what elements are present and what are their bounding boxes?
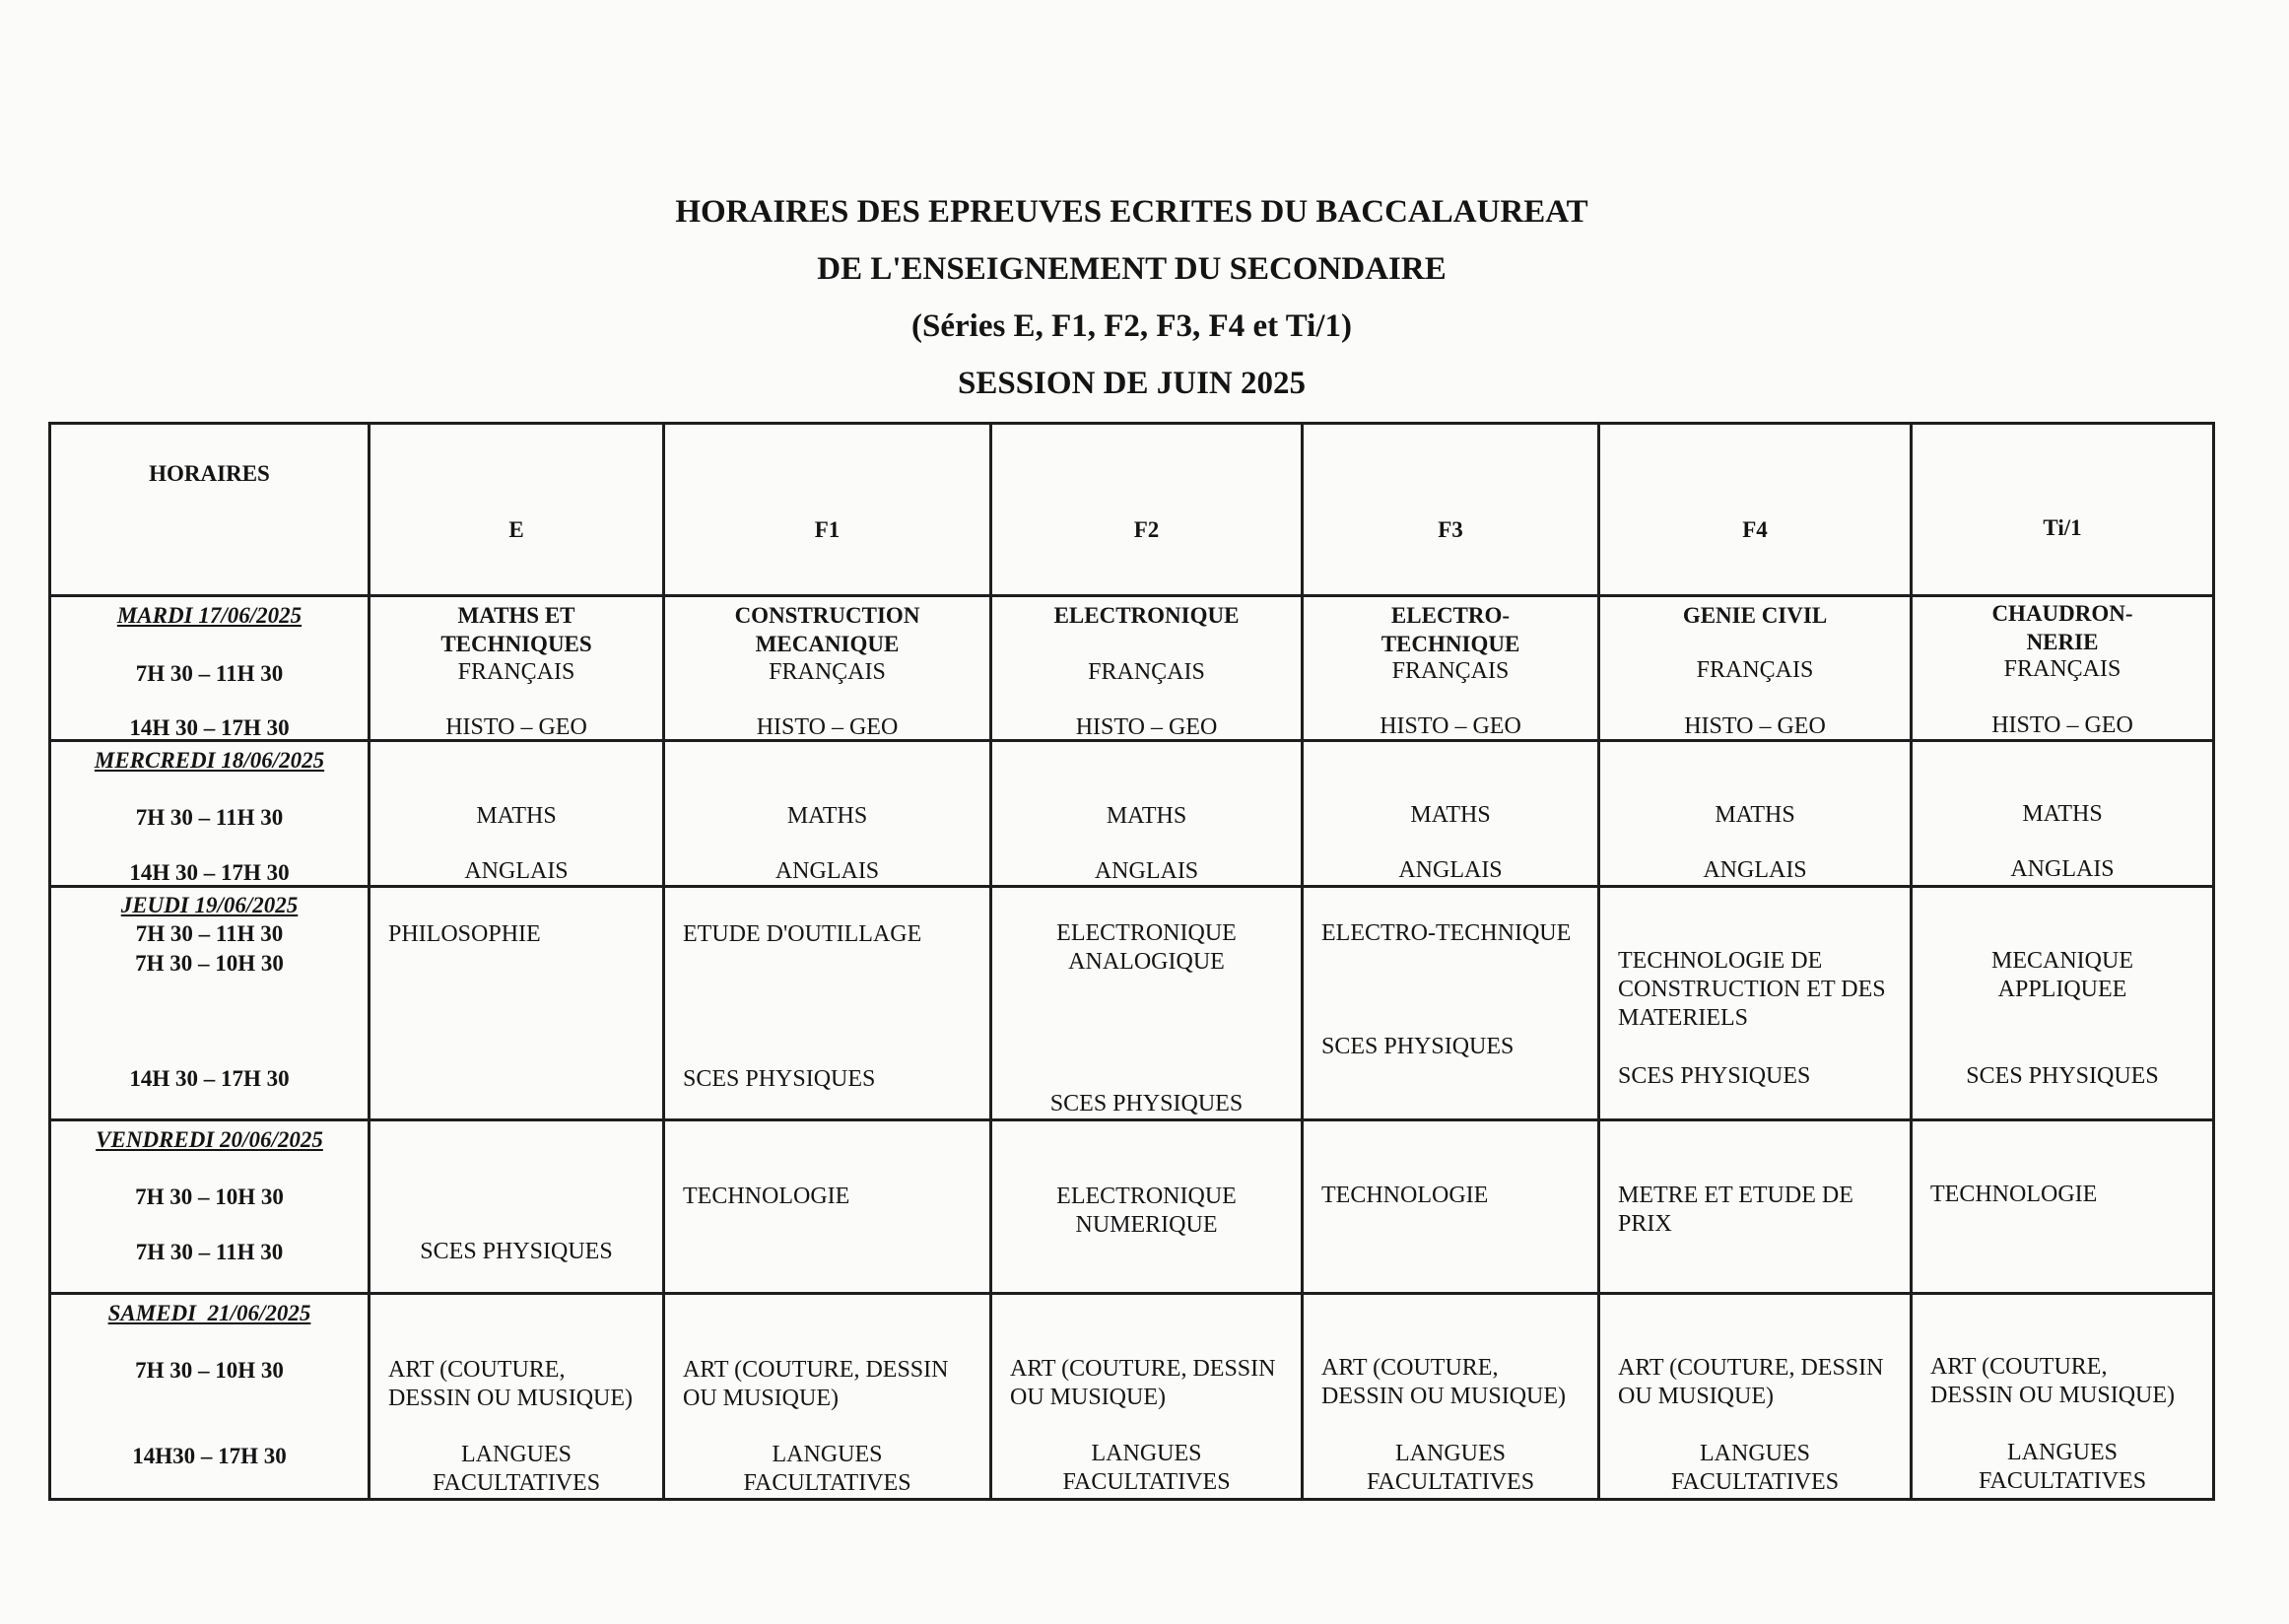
day-label: JEUDI 19/06/2025 [120, 893, 299, 917]
title-line-2: DE L'ENSEIGNEMENT DU SECONDAIRE [817, 251, 1447, 287]
subject: LANGUES FACULTATIVES [1366, 1441, 1535, 1495]
schedule-cell [992, 1295, 1304, 1501]
subject: ART (COUTURE, DESSIN OU MUSIQUE) [1321, 1355, 1567, 1409]
series-name: CONSTRUCTION MECANIQUE [734, 603, 920, 656]
subject: FRANÇAIS [2003, 656, 2121, 682]
schedule-cell [1600, 1121, 1913, 1295]
subject: MATHS [476, 803, 557, 829]
subject: ELECTRO-TECHNIQUE [1321, 920, 1572, 946]
subject: HISTO – GEO [1380, 713, 1521, 739]
series-name: ELECTRONIQUE [1053, 603, 1240, 628]
subject: PHILOSOPHIE [388, 921, 541, 947]
time-slot: 7H 30 – 10H 30 [135, 1358, 284, 1383]
exam-schedule-table [48, 422, 2215, 1501]
title-line-3: (Séries E, F1, F2, F3, F4 et Ti/1) [911, 308, 1352, 344]
schedule-cell [1913, 597, 2215, 742]
day-label: VENDREDI 20/06/2025 [96, 1127, 323, 1152]
day-label: MARDI 17/06/2025 [116, 603, 303, 628]
subject: TECHNOLOGIE [683, 1184, 850, 1209]
subject: MATHS [1715, 802, 1795, 828]
subject: ANGLAIS [464, 858, 569, 884]
schedule-cell [665, 1295, 992, 1501]
subject: FRANÇAIS [457, 659, 575, 685]
day-cell-jeudi [51, 888, 370, 1121]
subject: HISTO – GEO [445, 714, 587, 740]
header-cell-series-ti1 [1913, 425, 2215, 654]
time-slot: 7H 30 – 11H 30 [135, 1240, 284, 1264]
day-cell-samedi [51, 1295, 370, 1501]
subject: ELECTRONIQUE NUMERIQUE [1056, 1184, 1237, 1238]
subject: SCES PHYSIQUES [420, 1239, 613, 1264]
schedule-cell [1304, 597, 1600, 742]
header-cell-series-f3 [1304, 425, 1600, 656]
header-cell-series-e [370, 425, 665, 656]
day-label: MERCREDI 18/06/2025 [94, 748, 325, 773]
schedule-cell [1600, 888, 1913, 1121]
header-cell-series-f4 [1600, 425, 1913, 628]
subject: LANGUES FACULTATIVES [1978, 1440, 2147, 1494]
schedule-cell [1913, 888, 2215, 1121]
subject: LANGUES FACULTATIVES [1062, 1441, 1231, 1495]
schedule-cell [992, 1121, 1304, 1295]
time-slot: 14H30 – 17H 30 [132, 1444, 287, 1468]
series-name: ELECTRO- TECHNIQUE [1380, 603, 1520, 656]
subject: FRANÇAIS [769, 659, 886, 685]
subject: ANGLAIS [1094, 858, 1199, 884]
subject: SCES PHYSIQUES [1618, 1063, 1811, 1089]
subject: ART (COUTURE, DESSIN OU MUSIQUE) [1930, 1354, 2176, 1408]
subject: ELECTRONIQUE ANALOGIQUE [1056, 920, 1237, 975]
time-slot: 14H 30 – 17H 30 [129, 860, 290, 885]
schedule-cell [665, 597, 992, 742]
subject: FRANÇAIS [1696, 657, 1814, 683]
subject: TECHNOLOGIE [1930, 1182, 2098, 1207]
title-line-4: SESSION DE JUIN 2025 [957, 366, 1306, 401]
schedule-cell [1600, 597, 1913, 742]
time-slot: 7H 30 – 10H 30 [135, 951, 284, 976]
subject: TECHNOLOGIE [1321, 1183, 1489, 1208]
subject: ANGLAIS [774, 858, 880, 884]
subject: FRANÇAIS [1088, 659, 1205, 685]
subject: SCES PHYSIQUES [1049, 1091, 1244, 1116]
schedule-cell [1600, 1295, 1913, 1501]
subject: ART (COUTURE, DESSIN OU MUSIQUE) [683, 1357, 949, 1411]
subject: TECHNOLOGIE DE CONSTRUCTION ET DES MATERIELS [1618, 948, 1886, 1031]
schedule-cell [1304, 742, 1600, 888]
subject: ANGLAIS [2010, 856, 2115, 882]
header-cell-horaires [51, 425, 370, 597]
series-name: CHAUDRON- NERIE [1991, 601, 2133, 654]
subject: MECANIQUE APPLIQUEE [1991, 948, 2133, 1002]
schedule-cell [370, 1121, 665, 1295]
series-code: E [508, 517, 524, 542]
time-slot: 7H 30 – 11H 30 [135, 661, 284, 686]
subject: SCES PHYSIQUES [683, 1066, 876, 1092]
series-name: GENIE CIVIL [1682, 603, 1828, 628]
series-code: F3 [1438, 517, 1463, 542]
subject: ART (COUTURE, DESSIN OU MUSIQUE) [388, 1357, 634, 1411]
title-line-1: HORAIRES DES EPREUVES ECRITES DU BACCALAUREAT [675, 194, 1588, 230]
subject: MATHS [1106, 803, 1187, 829]
schedule-cell [370, 742, 665, 888]
document-title [48, 183, 2215, 412]
subject: LANGUES FACULTATIVES [432, 1442, 601, 1496]
schedule-cell [1913, 1121, 2215, 1295]
subject: MATHS [786, 803, 868, 829]
schedule-cell [1600, 742, 1913, 888]
time-slot: 7H 30 – 11H 30 [135, 805, 284, 830]
subject: HISTO – GEO [1991, 712, 2133, 738]
subject: ANGLAIS [1398, 857, 1503, 883]
series-code: F1 [814, 517, 841, 542]
series-name: MATHS ET TECHNIQUES [440, 603, 592, 656]
schedule-cell [992, 597, 1304, 742]
header-cell-series-f2 [992, 425, 1304, 628]
subject: ART (COUTURE, DESSIN OU MUSIQUE) [1618, 1355, 1884, 1409]
subject: HISTO – GEO [1075, 714, 1218, 740]
subject: LANGUES FACULTATIVES [1670, 1441, 1840, 1495]
time-slot: 7H 30 – 11H 30 [135, 921, 284, 946]
schedule-cell [992, 888, 1304, 1121]
schedule-cell [1304, 1121, 1600, 1295]
schedule-cell [370, 1295, 665, 1501]
time-slot: 14H 30 – 17H 30 [129, 1066, 290, 1091]
series-code: F4 [1742, 517, 1768, 542]
day-cell-mercredi [51, 742, 370, 888]
schedule-cell [1304, 888, 1600, 1121]
day-cell-vendredi [51, 1121, 370, 1295]
subject: SCES PHYSIQUES [1966, 1063, 2159, 1089]
day-label: SAMEDI 21/06/2025 [107, 1301, 311, 1325]
subject: SCES PHYSIQUES [1321, 1034, 1515, 1059]
header-cell-series-f1 [665, 425, 992, 656]
header-horaires-label: HORAIRES [149, 461, 270, 486]
subject: LANGUES FACULTATIVES [743, 1442, 911, 1496]
schedule-cell [370, 888, 665, 1121]
schedule-cell [665, 888, 992, 1121]
subject: MATHS [1410, 802, 1491, 828]
schedule-cell [665, 1121, 992, 1295]
schedule-cell [665, 742, 992, 888]
subject: HISTO – GEO [1684, 713, 1826, 739]
time-slot: 7H 30 – 10H 30 [135, 1184, 284, 1209]
subject: ETUDE D'OUTILLAGE [683, 921, 922, 947]
subject: MATHS [2022, 801, 2103, 827]
schedule-cell [1913, 742, 2215, 888]
day-cell-mardi [51, 597, 370, 742]
schedule-cell [1913, 1295, 2215, 1501]
subject: FRANÇAIS [1391, 658, 1510, 684]
subject: ANGLAIS [1703, 857, 1807, 883]
schedule-cell [992, 742, 1304, 888]
time-slot: 14H 30 – 17H 30 [129, 715, 290, 740]
schedule-cell [370, 597, 665, 742]
subject: METRE ET ETUDE DE PRIX [1618, 1183, 1853, 1237]
subject: ART (COUTURE, DESSIN OU MUSIQUE) [1010, 1356, 1276, 1410]
series-code: Ti/1 [2043, 515, 2082, 540]
series-code: F2 [1133, 517, 1160, 542]
subject: HISTO – GEO [756, 714, 899, 740]
schedule-cell [1304, 1295, 1600, 1501]
